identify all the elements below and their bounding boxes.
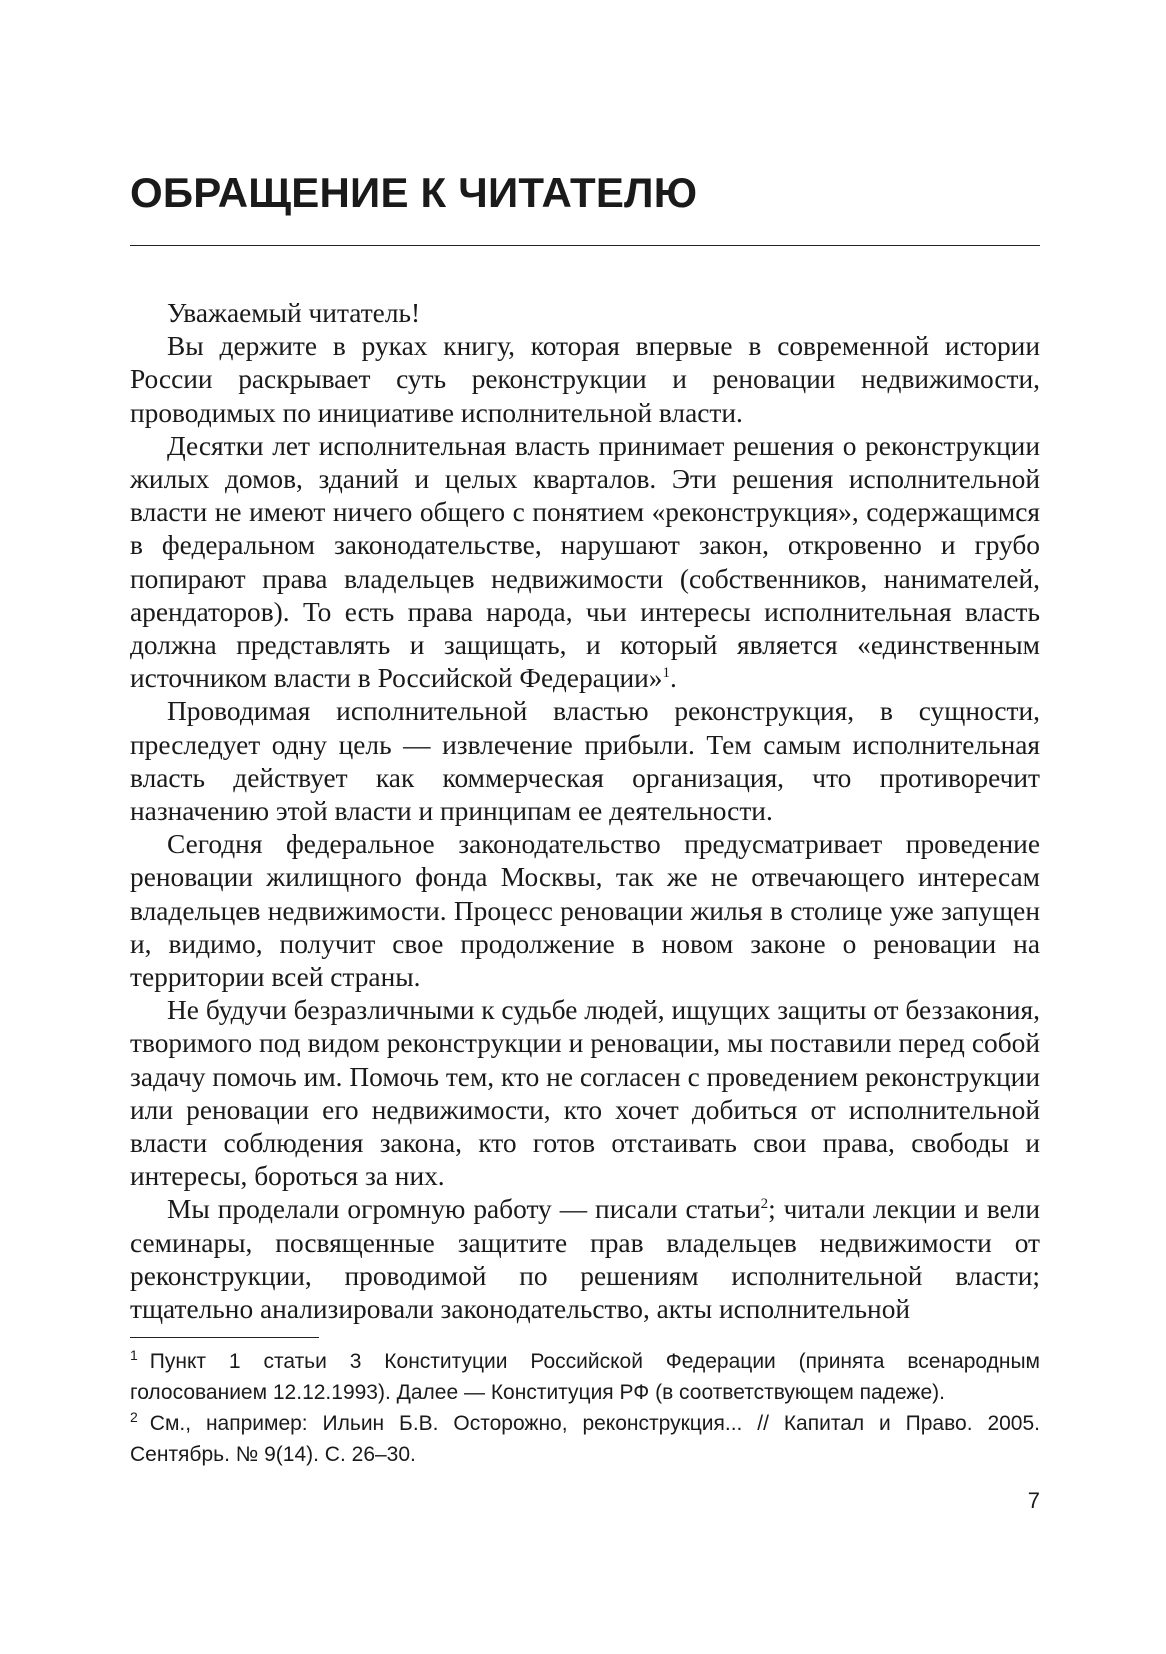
paragraph-1: Вы держите в руках книгу, которая впервые в современной истории России раскрывает суть реконструкции и реновации недвижимости, проводимых по инициативе исполнительной власти. xyxy=(130,331,1040,428)
page-number: 7 xyxy=(1027,1488,1040,1513)
paragraph-6 xyxy=(130,1193,1040,1326)
footnote-2 xyxy=(130,1408,1040,1470)
footnote-ref-1[interactable]: 1 xyxy=(662,665,670,682)
title-divider xyxy=(130,245,1040,246)
paragraph-6-start: Мы проделали огромную работу — писали статьи xyxy=(167,1194,761,1225)
footnote-1 xyxy=(130,1346,1040,1408)
footnotes xyxy=(130,1346,1040,1470)
body-text xyxy=(130,297,1040,1326)
paragraph-2-end: . xyxy=(669,663,677,694)
paragraph-5: Не будучи безразличными к судьбе людей, ищущих защиты от беззакония, творимого под видом реконструкции и реновации, мы поставили перед собой задачу помочь им. Помочь тем, кто не согласен с проведением реконструкции или реновации его недвижимости, кто хочет добиться от исполнительной власти соблюдения закона, кто готов отстаивать свои права, свободы и интересы, бороться за них. xyxy=(130,995,1040,1192)
paragraph-3: Проводимая исполнительной властью реконструкция, в сущности, преследует одну цель — извлечение прибыли. Тем самым исполнительная власть действует как коммерческая организация, что противоречит назначению этой власти и принципам ее деятельности. xyxy=(130,696,1040,827)
footnote-ref-2[interactable]: 2 xyxy=(760,1196,769,1213)
footnote-1-mark: 1 xyxy=(130,1347,138,1363)
paragraph-6-end: ; читали лекции и вели семинары, посвященные защитите прав владельцев недвижимости от реконструкции, проводимой по решениям исполнительной власти; тщательно анализировали законодательство, акты исполнительной xyxy=(130,1194,1040,1325)
paragraph-salutation: Уважаемый читатель! xyxy=(167,298,421,328)
footnote-2-mark: 2 xyxy=(130,1409,138,1425)
footnote-2-text: См., например: Ильин Б.В. Осторожно, реконструкция... // Капитал и Право. 2005. Сентябрь. № 9(14). С. 26–30. xyxy=(130,1412,1040,1466)
paragraph-2-text: Десятки лет исполнительная власть принимает решения о реконструкции жилых домов, зданий и целых кварталов. Эти решения исполнительной власти не имеют ничего общего с понятием «реконструкция», содержащимся в федеральном законодательстве, нарушают закон, откровенно и грубо попирают права владельцев недвижимости (собственников, нанимателей, арендаторов). То есть права народа, чьи интересы исполнительная власть должна представлять и защищать, и который является «единственным источником власти в Российской Федерации» xyxy=(130,430,1040,694)
paragraph-2 xyxy=(130,430,1040,696)
chapter-title: ОБРАЩЕНИЕ К ЧИТАТЕЛЮ xyxy=(130,169,698,216)
paragraph-4: Сегодня федеральное законодательство предусматривает проведение реновации жилищного фонда Москвы, так же не отвечающего интересам владельцев недвижимости. Процесс реновации жилья в столице уже запущен и, видимо, получит свое продолжение в новом законе о реновации на территории всей страны. xyxy=(130,829,1040,993)
footnote-1-text: Пункт 1 статьи 3 Конституции Российской Федерации (принята всенародным голосованием 12.12.1993). Далее — Конституция РФ (в соответствующем падеже). xyxy=(130,1350,1040,1404)
footnote-divider xyxy=(130,1337,319,1338)
